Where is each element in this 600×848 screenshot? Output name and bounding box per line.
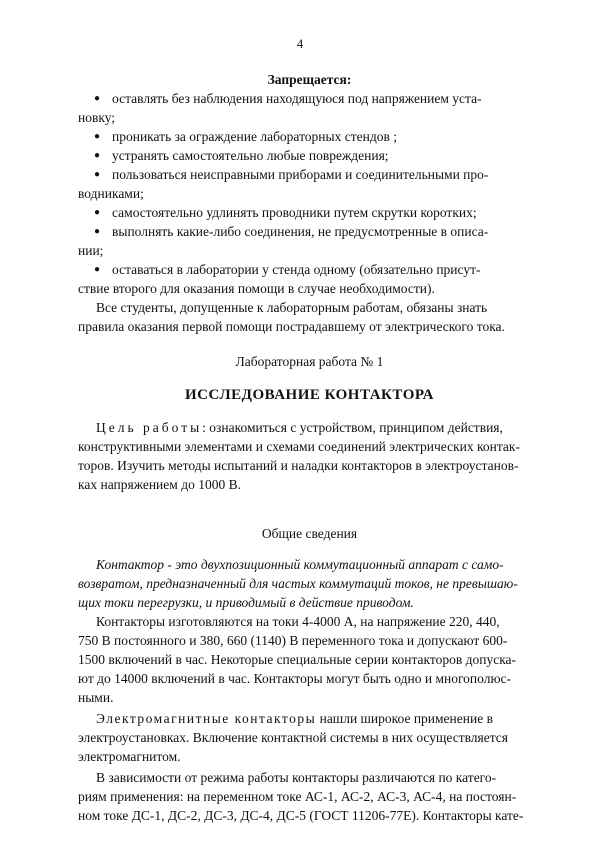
closing-line-1: Все студенты, допущенные к лабораторным работам, обязаны знать — [96, 300, 488, 315]
general-section — [78, 555, 541, 825]
lab-label: Лабораторная работа № 1 — [235, 354, 384, 369]
forbidden-item-continuation: ствие второго для оказания помощи в случае необходимости). — [78, 281, 435, 296]
paragraph-2-line-2: электроустановках. Включение контактной системы в них осуществляется — [78, 730, 509, 745]
closing-line-2: правила оказания первой помощи пострадавшему от электрического тока. — [78, 319, 505, 334]
general-heading: Общие сведения — [261, 526, 358, 541]
paragraph-3-line-2: риям применения: на переменном токе АС-1, АС-2, АС-3, АС-4, на постоян- — [78, 789, 517, 804]
paragraph-1-line-5: ными. — [78, 690, 114, 705]
paragraph-1-line-1: Контакторы изготовляются на токи 4-4000 А, на напряжение 220, 440, — [96, 614, 500, 629]
forbidden-item-text: выполнять какие-либо соединения, не предусмотренные в описа- — [112, 224, 489, 239]
paragraph-1-line-2: 750 В постоянного и 380, 660 (1140) В переменного тока и допускают 600- — [78, 633, 508, 648]
forbidden-item-text: устранять самостоятельно любые повреждения; — [112, 148, 389, 163]
goal-line-2: конструктивными элементами и схемами соединений электрических контак- — [78, 439, 520, 454]
goal-label: Цель работы — [96, 420, 203, 435]
paragraph-1-line-3: 1500 включений в час. Некоторые специальные серии контакторов допуска- — [78, 652, 517, 667]
paragraph-3-line-1: В зависимости от режима работы контакторы различаются по катего- — [96, 770, 497, 785]
forbidden-item — [78, 222, 541, 260]
forbidden-item — [78, 127, 541, 146]
forbidden-item — [78, 165, 541, 203]
goal-line-3: торов. Изучить методы испытаний и наладки контакторов в электроустанов- — [78, 458, 519, 473]
lab-title: ИССЛЕДОВАНИЕ КОНТАКТОРА — [185, 387, 434, 403]
forbidden-item — [78, 146, 541, 165]
bullet-icon: ● — [94, 264, 101, 275]
forbidden-item — [78, 89, 541, 127]
forbidden-section — [78, 70, 541, 336]
bullet-icon: ● — [94, 226, 101, 237]
forbidden-item — [78, 203, 541, 222]
definition-line-2: возвратом, предназначенный для частых коммутаций токов, не превышаю- — [78, 576, 518, 591]
forbidden-item-text: пользоваться неисправными приборами и соединительными про- — [112, 167, 489, 182]
forbidden-heading: Запрещается: — [267, 72, 352, 87]
forbidden-item-continuation: водниками; — [78, 186, 144, 201]
definition-line-1: Контактор - это двухпозиционный коммутационный аппарат с само- — [96, 557, 504, 572]
goal-line-4: ках напряжением до 1000 В. — [78, 477, 241, 492]
bullet-icon: ● — [94, 207, 101, 218]
forbidden-item-text: оставлять без наблюдения находящуюся под напряжением уста- — [112, 91, 482, 106]
bullet-icon: ● — [94, 150, 101, 161]
bullet-icon: ● — [94, 93, 101, 104]
paragraph-2-term: Электромагнитные контакторы — [96, 711, 317, 726]
goal-line-1: : ознакомиться с устройством, принципом действия, — [202, 420, 503, 435]
forbidden-item — [78, 260, 541, 298]
goal-paragraph — [78, 418, 541, 494]
forbidden-item-text: проникать за ограждение лабораторных стендов ; — [112, 129, 397, 144]
forbidden-item-text: самостоятельно удлинять проводники путем скрутки коротких; — [112, 205, 477, 220]
bullet-icon: ● — [94, 131, 101, 142]
paragraph-1-line-4: ют до 14000 включений в час. Контакторы могут быть одно и многополюс- — [78, 671, 512, 686]
forbidden-item-continuation: нии; — [78, 243, 104, 258]
page-number: 4 — [296, 36, 304, 51]
definition-line-3: щих токи перегрузки, и приводимый в действие приводом. — [78, 595, 414, 610]
paragraph-2-line-1: нашли широкое применение в — [316, 711, 493, 726]
paragraph-3-line-3: ном токе ДС-1, ДС-2, ДС-3, ДС-4, ДС-5 (ГОСТ 11206-77Е). Контакторы кате- — [78, 808, 524, 823]
forbidden-item-continuation: новку; — [78, 110, 116, 125]
forbidden-item-text: оставаться в лаборатории у стенда одному (обязательно присут- — [112, 262, 481, 277]
paragraph-2-line-3: электромагнитом. — [78, 749, 181, 764]
bullet-icon: ● — [94, 169, 101, 180]
